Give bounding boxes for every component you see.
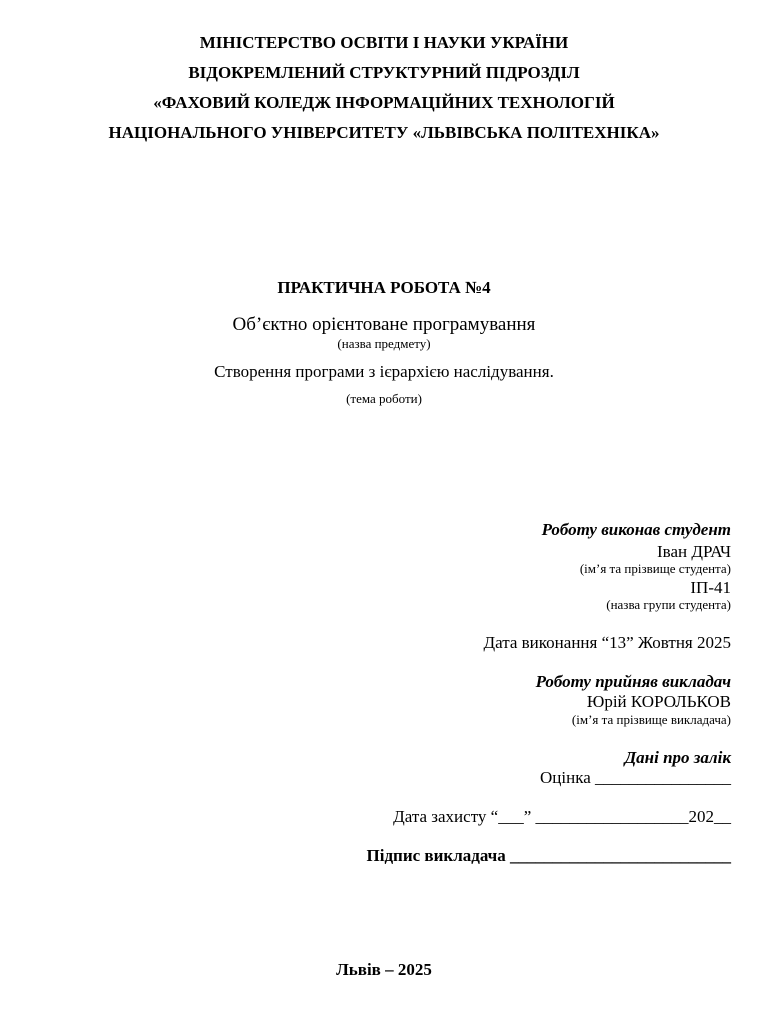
teacher-name: Юрій КОРОЛЬКОВ	[586, 692, 731, 711]
ministry-line: МІНІСТЕРСТВО ОСВІТИ І НАУКИ УКРАЇНИ	[199, 33, 569, 52]
completion-date: Дата виконання “13” Жовтня 2025	[483, 633, 731, 652]
student-label: Роботу виконав студент	[541, 520, 731, 539]
subject-caption: (назва предмету)	[337, 336, 431, 351]
subject-name: Об’єктно орієнтоване програмування	[232, 314, 536, 335]
student-group: ІП-41	[690, 578, 731, 597]
subdivision-line: ВІДОКРЕМЛЕНИЙ СТРУКТУРНИЙ ПІДРОЗДІЛ	[188, 63, 580, 82]
university-line: НАЦІОНАЛЬНОГО УНІВЕРСИТЕТУ «ЛЬВІВСЬКА ПОЛІТЕХНІКА»	[108, 123, 660, 142]
theme-caption: (тема роботи)	[346, 391, 422, 406]
work-title: ПРАКТИЧНА РОБОТА №4	[277, 278, 491, 297]
student-name: Іван ДРАЧ	[657, 542, 731, 561]
city-year: Львів – 2025	[336, 960, 432, 979]
grade-line: Оцінка ________________	[540, 768, 731, 787]
college-line: «ФАХОВИЙ КОЛЕДЖ ІНФОРМАЦІЙНИХ ТЕХНОЛОГІЙ	[153, 93, 615, 112]
defense-date-line: Дата захисту “___” __________________202__	[393, 807, 731, 826]
student-group-caption: (назва групи студента)	[606, 597, 731, 612]
teacher-signature-line: Підпис викладача __________________________	[366, 846, 731, 865]
teacher-name-caption: (ім’я та прізвище викладача)	[571, 712, 731, 727]
work-theme: Створення програми з ієрархією наслідування.	[214, 362, 554, 381]
student-name-caption: (ім’я та прізвище студента)	[579, 561, 731, 576]
teacher-label: Роботу прийняв викладач	[535, 672, 731, 691]
credit-label: Дані про залік	[624, 748, 731, 767]
